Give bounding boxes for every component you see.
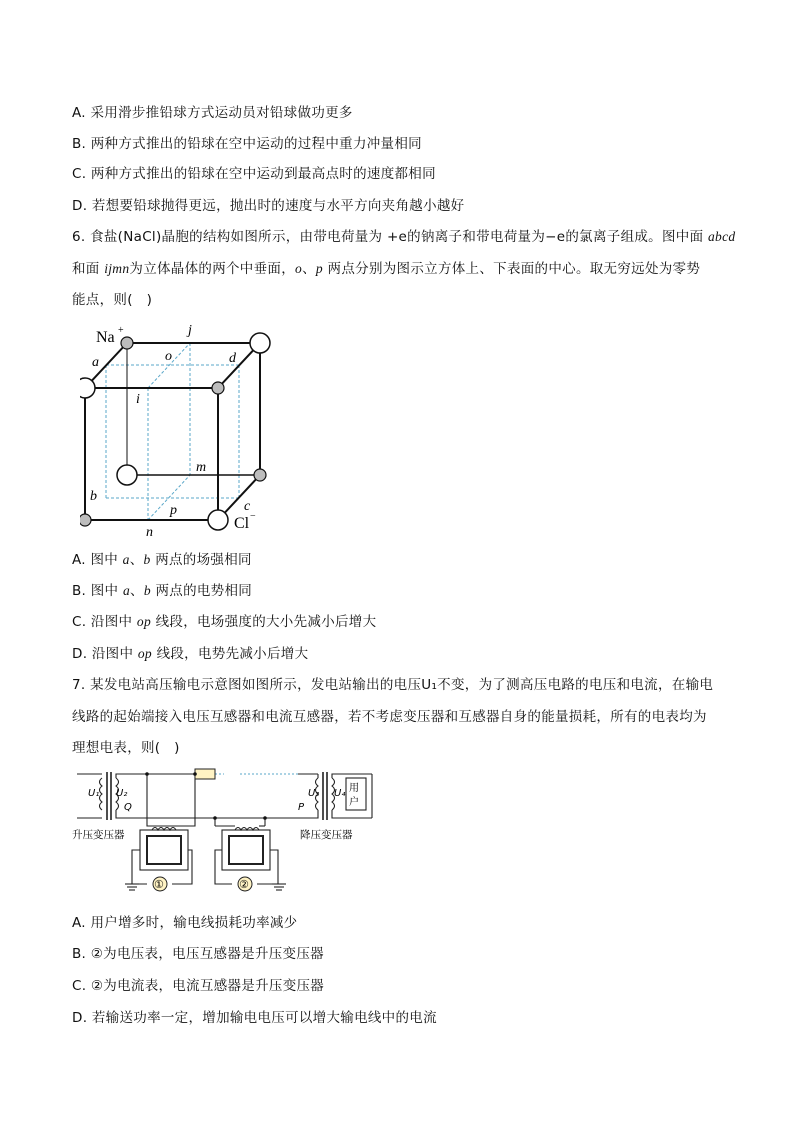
nacl-crystal-figure (80, 318, 280, 540)
mid-planes (85, 343, 260, 520)
label-a: a (92, 355, 99, 370)
label-d: d (229, 351, 236, 366)
q6-stem-line1 (72, 227, 735, 247)
q6-text: 两点分别为图示立方体上、下表面的中心。取无穷远处为零势 (322, 261, 701, 277)
q7-option-d: D. 若输送功率一定，增加输电电压可以增大输电线中的电流 (72, 1010, 437, 1026)
q6-option-c (72, 612, 376, 632)
q6-var: b (143, 552, 151, 567)
q6-text: A. 图中 (72, 552, 123, 568)
q6-text: 为立体晶体的两个中垂面， (129, 261, 296, 277)
na-ion (121, 337, 133, 349)
q6-text: 线段，电势先减小后增大 (151, 646, 309, 662)
q5-option-c: C. 两种方式推出的铅球在空中运动到最高点时的速度都相同 (72, 166, 436, 182)
q6-plane-ijmn: ijmn (104, 261, 130, 276)
label-na: Na (96, 329, 115, 346)
q7-stem-line3: 理想电表，则( ) (72, 740, 180, 756)
q6-var: a (122, 552, 130, 567)
cl-ion (80, 378, 95, 398)
q6-point-o: o (295, 261, 303, 276)
q5-option-d: D. 若想要铅球抛得更远，抛出时的速度与水平方向夹角越小越好 (72, 198, 465, 214)
q6-option-b (72, 581, 252, 601)
label-u2: U₂ (116, 788, 128, 799)
q6-plane-abcd: abcd (707, 229, 736, 244)
label-u1: U₁ (88, 788, 100, 799)
na-ion (254, 469, 266, 481)
q6-text: B. 图中 (72, 583, 123, 599)
label-o: o (165, 349, 172, 364)
q5-option-b: B. 两种方式推出的铅球在空中运动的过程中重力冲量相同 (72, 136, 422, 152)
q7-option-b: B. ②为电压表，电压互感器是升压变压器 (72, 946, 324, 962)
label-cl: Cl (234, 515, 250, 532)
label-p: P (298, 802, 305, 813)
q6-text: 两点的电势相同 (150, 583, 253, 599)
na-ion (80, 514, 91, 526)
label-user-2: 户 (349, 797, 359, 808)
label-i: i (136, 392, 140, 407)
q6-var: op (137, 646, 152, 661)
label-m: m (196, 460, 207, 475)
q6-option-a (72, 550, 252, 570)
label-step-down: 降压变压器 (300, 829, 353, 841)
q6-text: 6. 食盐(NaCl)晶胞的结构如图所示，由带电荷量为 +e的钠离子和带电荷量为−e的氯离子组成。图中面 (72, 229, 708, 245)
label-q: Q (124, 802, 132, 813)
q6-point-p: p (315, 261, 323, 276)
q6-text: 两点的场强相同 (150, 552, 252, 568)
label-n: n (146, 525, 153, 540)
label-u3: U₃ (308, 788, 320, 799)
q6-stem-line3: 能点，则( ) (72, 292, 153, 308)
q6-text: C. 沿图中 (72, 614, 137, 630)
q6-text: 和面 (72, 261, 105, 277)
q6-text: 线段，电场强度的大小先减小后增大 (151, 614, 377, 630)
cl-ion (250, 333, 270, 353)
q6-text: 、 (302, 261, 316, 277)
q6-text: D. 沿图中 (72, 646, 138, 662)
label-p: p (170, 503, 177, 518)
q6-text: 、 (129, 552, 144, 568)
label-meter-1: ① (154, 878, 164, 891)
q7-stem-line2: 线路的起始端接入电压互感器和电流互感器，若不考虑变压器和互感器自身的能量损耗，所有的电表均为 (72, 709, 707, 725)
label-meter-2: ② (239, 878, 249, 891)
q6-option-d (72, 644, 308, 664)
q6-var: op (136, 614, 152, 629)
na-ion (212, 382, 224, 394)
transmission-circuit-figure (72, 766, 382, 902)
q5-option-a: A. 采用滑步推铅球方式运动员对铅球做功更多 (72, 105, 353, 121)
q6-stem-line2 (72, 259, 700, 279)
q6-var: a (122, 583, 130, 598)
q6-var: b (143, 583, 151, 598)
q6-text: 、 (130, 583, 144, 599)
label-b: b (90, 489, 97, 504)
label-user-1: 用 (349, 783, 359, 794)
q7-option-a: A. 用户增多时，输电线损耗功率减少 (72, 915, 298, 931)
q7-option-c: C. ②为电流表，电流互感器是升压变压器 (72, 978, 325, 994)
label-cl-sup: − (250, 511, 256, 522)
label-j: j (188, 323, 192, 338)
label-step-up: 升压变压器 (72, 829, 125, 841)
q7-stem-line1: 7. 某发电站高压输电示意图如图所示，发电站输出的电压U₁不变，为了测高压电路的电压和电流，在输电 (72, 677, 714, 693)
resistor (195, 769, 215, 779)
cl-ion (208, 510, 228, 530)
label-u4: U₄ (334, 788, 346, 799)
cl-ion (117, 465, 137, 485)
label-na-sup: + (118, 325, 124, 336)
label-c: c (244, 499, 251, 514)
